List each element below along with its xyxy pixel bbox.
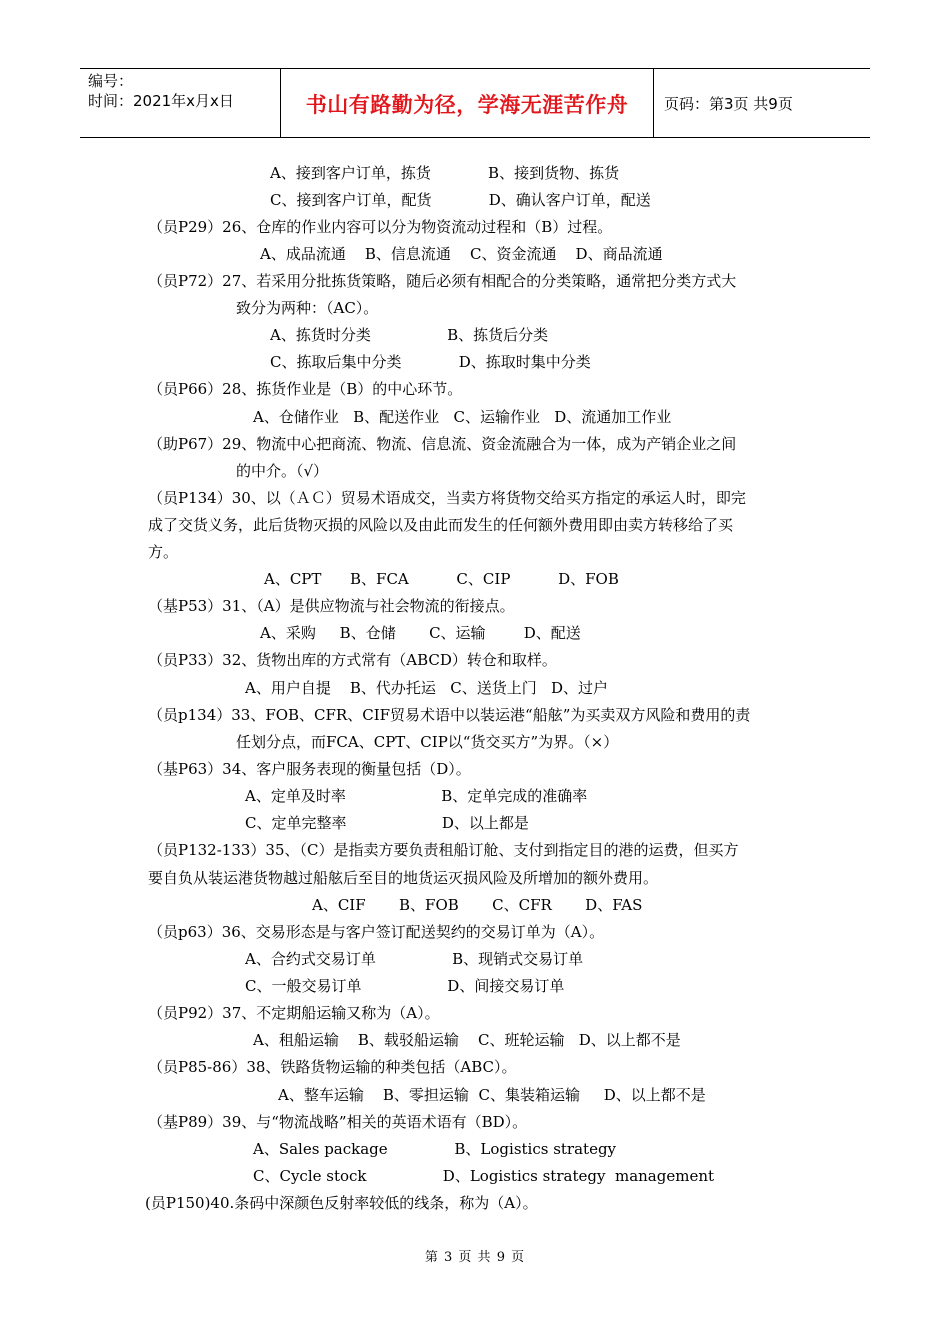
document-number-label: 编号：: [88, 72, 134, 90]
text-line: A、Sales package B、Logistics strategy: [253, 1140, 617, 1158]
header-meta: [88, 71, 234, 111]
text-line: A、CIF B、FOB C、CFR D、FAS: [312, 896, 643, 914]
text-line: A、定单及时率 B、定单完成的准确率: [245, 787, 588, 805]
text-line: A、接到客户订单，拣货 B、接到货物、拣货: [270, 164, 620, 182]
question-line: （员p63）36、交易形态是与客户签订配送契约的交易订单为（A）。: [148, 923, 605, 941]
question-line: （员p134）33、FOB、CFR、CIF贸易术语中以装运港“船舷”为买卖双方风险和费用的责: [148, 706, 751, 724]
text-line: A、采购 B、仓储 C、运输 D、配送: [260, 624, 581, 642]
question-line: （员P72）27、若采用分批拣货策略，随后必须有相配合的分类策略，通常把分类方式大: [148, 272, 737, 290]
question-line: （员P134）30、以（ＡＣ）贸易术语成交，当卖方将货物交给买方指定的承运人时，即完: [148, 489, 746, 507]
text-line: C、定单完整率 D、以上都是: [245, 814, 529, 832]
question-line: （助P67）29、物流中心把商流、物流、信息流、资金流融合为一体，成为产销企业之间: [148, 435, 737, 453]
text-line: C、接到客户订单，配货 D、确认客户订单，配送: [270, 191, 651, 209]
question-line: （员P92）37、不定期船运输又称为（A）。: [148, 1004, 440, 1022]
question-line: （员P132-133）35、（C）是指卖方要负责租船订舱、支付到指定目的港的运费，但买方: [148, 841, 739, 859]
question-line: （基P63）34、客户服务表现的衡量包括（D）。: [148, 760, 471, 778]
header-page-label: 页码：第3页 共9页: [664, 95, 793, 113]
text-line: A、CPT B、FCA C、CIP D、FOB: [264, 570, 619, 588]
text-line: 方。: [148, 543, 179, 561]
text-line: A、拣货时分类 B、拣货后分类: [270, 326, 549, 344]
header-divider-right: [653, 69, 654, 137]
text-line: A、用户自提 B、代办托运 C、送货上门 D、过户: [245, 679, 609, 697]
text-line: A、仓储作业 B、配送作业 C、运输作业 D、流通加工作业: [253, 408, 672, 426]
page-footer: 第 3 页 共 9 页: [424, 1250, 526, 1265]
question-line: （基P53）31、（A）是供应物流与社会物流的衔接点。: [148, 597, 515, 615]
text-line: C、一般交易订单 D、间接交易订单: [245, 977, 565, 995]
header-motto: 书山有路勤为径，学海无涯苦作舟: [305, 93, 629, 117]
text-line: A、整车运输 B、零担运输 C、集装箱运输 D、以上都不是: [278, 1086, 706, 1104]
question-line: （员P66）28、拣货作业是（B）的中心环节。: [148, 380, 463, 398]
text-line: 任划分点，而FCA、CPT、CIP以“货交买方”为界。（×）: [236, 733, 619, 751]
text-line: A、成品流通 B、信息流通 C、资金流通 D、商品流通: [260, 245, 663, 263]
text-line: 的中介。（√）: [236, 462, 329, 480]
question-line: (员P150)40.条码中深颜色反射率较低的线条，称为（A）。: [145, 1194, 538, 1212]
page-header: [80, 68, 870, 138]
text-line: A、租船运输 B、载驳船运输 C、班轮运输 D、以上都不是: [253, 1031, 681, 1049]
question-line: （员P85-86）38、铁路货物运输的种类包括（ABC）。: [148, 1058, 517, 1076]
question-line: （员P33）32、货物出库的方式常有（ABCD）转仓和取样。: [148, 651, 557, 669]
question-line: （基P89）39、与“物流战略”相关的英语术语有（BD）。: [148, 1113, 528, 1131]
text-line: C、拣取后集中分类 D、拣取时集中分类: [270, 353, 591, 371]
text-line: C、Cycle stock D、Logistics strategy management: [253, 1167, 715, 1185]
question-line: （员P29）26、仓库的作业内容可以分为物资流动过程和（B）过程。: [148, 218, 613, 236]
text-line: 成了交货义务，此后货物灭损的风险以及由此而发生的任何额外费用即由卖方转移给了买: [148, 516, 734, 534]
text-line: 致分为两种：（AC）。: [236, 299, 379, 317]
text-line: A、合约式交易订单 B、现销式交易订单: [245, 950, 584, 968]
text-line: 要自负从装运港货物越过船舷后至目的地货运灭损风险及所增加的额外费用。: [148, 869, 659, 887]
document-time-label: 时间：2021年x月x日: [88, 92, 234, 110]
